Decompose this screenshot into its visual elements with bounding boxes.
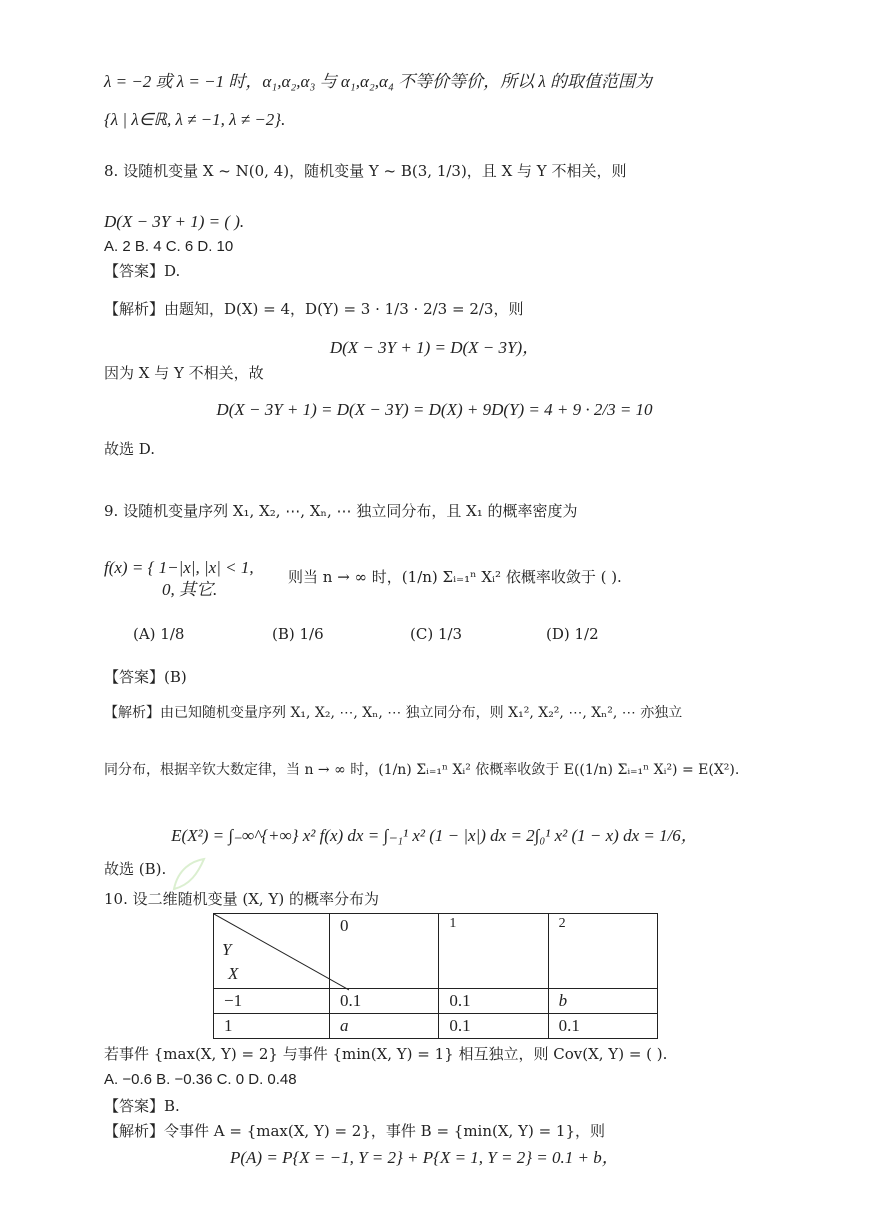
col-header-cell: 2 [548, 914, 657, 989]
q10-options: A. −0.6 B. −0.36 C. 0 D. 0.48 [104, 1071, 297, 1088]
q9-option-c: (C) 1/3 [410, 625, 463, 643]
q9-question-tail: 则当 n → ∞ 时，(1/n) Σᵢ₌₁ⁿ Xᵢ² 依概率收敛于 ( ). [288, 568, 622, 586]
q9-solution-line-2: 同分布，根据辛钦大数定律，当 n → ∞ 时，(1/n) Σᵢ₌₁ⁿ Xᵢ² 依概率收敛于 E((1/n) Σᵢ₌₁ⁿ Xᵢ²) = E(X²). [104, 762, 740, 778]
table-cell: b [548, 989, 657, 1014]
q8-stem: 8. 设随机变量 X ~ N(0, 4)，随机变量 Y ~ B(3, 1/3)，且 X 与 Y 不相关，则 [104, 162, 627, 180]
q9-solution-line-1: 【解析】由已知随机变量序列 X₁, X₂, ⋯, Xₙ, ⋯ 独立同分布，则 X₁², X₂², ⋯, Xₙ², ⋯ 亦独立 [104, 705, 683, 721]
q10-solution-line-1: 【解析】令事件 A = {max(X, Y) = 2}，事件 B = {min(X, Y) = 1}，则 [104, 1122, 606, 1140]
col-header-cell: 0 [330, 914, 439, 989]
q9-answer: 【答案】(B) [104, 668, 187, 686]
q9-stem: 9. 设随机变量序列 X₁, X₂, ⋯, Xₙ, ⋯ 独立同分布，且 X₁ 的概率密度为 [104, 502, 578, 520]
q8-solution-line-2: D(X − 3Y + 1) = D(X − 3Y)， [329, 338, 540, 357]
q9-solution-line-3: E(X²) = ∫₋∞^{+∞} x² f(x) dx = ∫₋₁¹ x² (1 − |x|) dx = 2∫₀¹ x² (1 − x) dx = 1/6， [171, 826, 698, 845]
q10-answer: 【答案】B. [104, 1097, 180, 1115]
table-cell: 0.1 [439, 1014, 548, 1039]
corner-label-y: Y [222, 940, 232, 959]
col-header-cell: 1 [439, 914, 548, 989]
table-header-row [214, 914, 658, 989]
row-label-cell: −1 [214, 989, 330, 1014]
table-row [214, 989, 658, 1014]
q8-solution-line-4: D(X − 3Y + 1) = D(X − 3Y) = D(X) + 9D(Y) = 4 + 9 · 2/3 = 10 [216, 400, 653, 419]
q8-answer: 【答案】D. [104, 262, 181, 280]
q10-solution-line-2: P(A) = P{X = −1, Y = 2} + P{X = 1, Y = 2} = 0.1 + b， [230, 1148, 619, 1167]
text-line-1: λ = −2 或 λ = −1 时，α₁,α₂,α₃ 与 α₁,α₂,α₄ 不等价等价，所以 λ 的取值范围为 [104, 72, 652, 91]
table-cell: 0.1 [330, 989, 439, 1014]
q9-option-a: (A) 1/8 [133, 625, 185, 643]
table-cell: a [330, 1014, 439, 1039]
q10-stem: 10. 设二维随机变量 (X, Y) 的概率分布为 [104, 890, 379, 908]
table-cell: 0.1 [439, 989, 548, 1014]
watermark-leaf-icon [168, 855, 208, 895]
table-row [214, 1014, 658, 1039]
q9-option-d: (D) 1/2 [546, 625, 599, 643]
probability-distribution-table [213, 913, 658, 1039]
text-line-2: {λ | λ∈ℝ, λ ≠ −1, λ ≠ −2}. [104, 110, 286, 129]
q8-options: A. 2 B. 4 C. 6 D. 10 [104, 238, 234, 255]
corner-label-x: X [228, 964, 239, 983]
q9-solution-line-4: 故选 (B). [104, 860, 167, 878]
row-label-cell: 1 [214, 1014, 330, 1039]
q8-solution-line-1: 【解析】由题知，D(X) = 4，D(Y) = 3 · 1/3 · 2/3 = 2/3，则 [104, 300, 524, 318]
table-corner-cell [214, 914, 330, 989]
table-cell: 0.1 [548, 1014, 657, 1039]
q9-density-row-2: 0, 其它. [162, 580, 218, 599]
q8-solution-line-5: 故选 D. [104, 440, 156, 458]
q8-solution-line-3: 因为 X 与 Y 不相关，故 [104, 364, 264, 382]
q8-expression: D(X − 3Y + 1) = ( ). [104, 212, 245, 231]
q10-condition: 若事件 {max(X, Y) = 2} 与事件 {min(X, Y) = 1} 相互独立，则 Cov(X, Y) = ( ). [104, 1045, 668, 1063]
q9-density-row-1: f(x) = { 1−|x|, |x| < 1, [104, 558, 254, 577]
q9-option-b: (B) 1/6 [272, 625, 324, 643]
